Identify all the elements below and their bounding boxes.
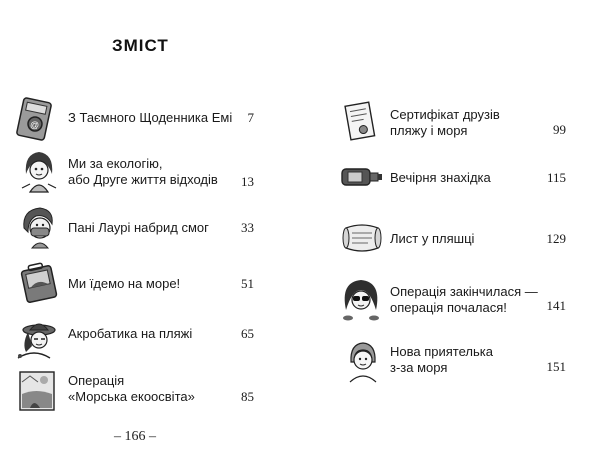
page-number: 115	[546, 170, 566, 185]
toc-entry[interactable]	[338, 220, 578, 260]
entry-title-line: Ми за екологію,	[68, 156, 163, 171]
page-number: 65	[241, 326, 254, 341]
page-number: 33	[241, 220, 254, 235]
entry-title-line: з-за моря	[390, 360, 448, 375]
page-number: 141	[546, 298, 566, 313]
girl-with-sunhat-icon	[14, 318, 60, 364]
diary-icon	[14, 96, 54, 142]
new-friend-icon	[342, 338, 384, 384]
svg-text:@: @	[30, 120, 40, 130]
entry-title-line: «Морська екоосвіта»	[68, 389, 195, 404]
entry-title-line: пляжу і моря	[390, 123, 468, 138]
entry-title-line: Вечірня знахідка	[390, 170, 491, 185]
page-number: 13	[241, 174, 254, 189]
entry-title-line: Сертифікат друзів	[390, 107, 500, 122]
page-number: 151	[546, 359, 566, 374]
toc-entry[interactable]	[14, 96, 254, 146]
woman-with-mask-icon	[18, 204, 58, 250]
entry-title-line: Нова приятелька	[390, 344, 493, 359]
toc-entry[interactable]	[14, 204, 254, 254]
page-number: 51	[241, 276, 254, 291]
page-number: 85	[241, 389, 254, 404]
page-number: 99	[553, 122, 566, 137]
toc-entry[interactable]	[14, 368, 254, 418]
bottle-icon	[338, 162, 384, 192]
toc-entry[interactable]	[338, 338, 578, 388]
girl-dark-hair-icon	[18, 148, 60, 194]
entry-title-line: Лист у пляшці	[390, 231, 475, 246]
entry-title-line: Операція закінчилася —	[390, 284, 538, 299]
letter-scroll-icon	[340, 220, 384, 256]
page-folio: – 166 –	[114, 429, 156, 444]
entry-title-line: Ми їдемо на море!	[68, 276, 181, 291]
toc-entry[interactable]	[14, 260, 254, 310]
entry-title-line: З Таємного Щоденника Емі	[68, 110, 233, 125]
entry-title-line: Операція	[68, 373, 125, 388]
toc-entry[interactable]	[14, 148, 254, 198]
toc-entry[interactable]	[14, 318, 254, 368]
page-number: 7	[247, 110, 254, 125]
entry-title-line: Акробатика на пляжі	[68, 326, 193, 341]
page-number: 129	[546, 231, 566, 246]
toc-entry[interactable]	[338, 100, 578, 150]
entry-title-line: Пані Лаурі набрид смог	[68, 220, 209, 235]
entry-title-line: або Друге життя відходів	[68, 172, 218, 187]
beach-photo-icon	[16, 368, 58, 414]
page-title: ЗМІСТ	[112, 36, 169, 55]
toc-entry[interactable]	[338, 158, 578, 198]
travel-bag-icon	[18, 260, 60, 306]
toc-entry[interactable]	[338, 276, 578, 326]
woman-sunglasses-icon	[338, 276, 384, 322]
certificate-icon	[340, 100, 380, 144]
entry-title-line: операція почалася!	[390, 300, 507, 315]
